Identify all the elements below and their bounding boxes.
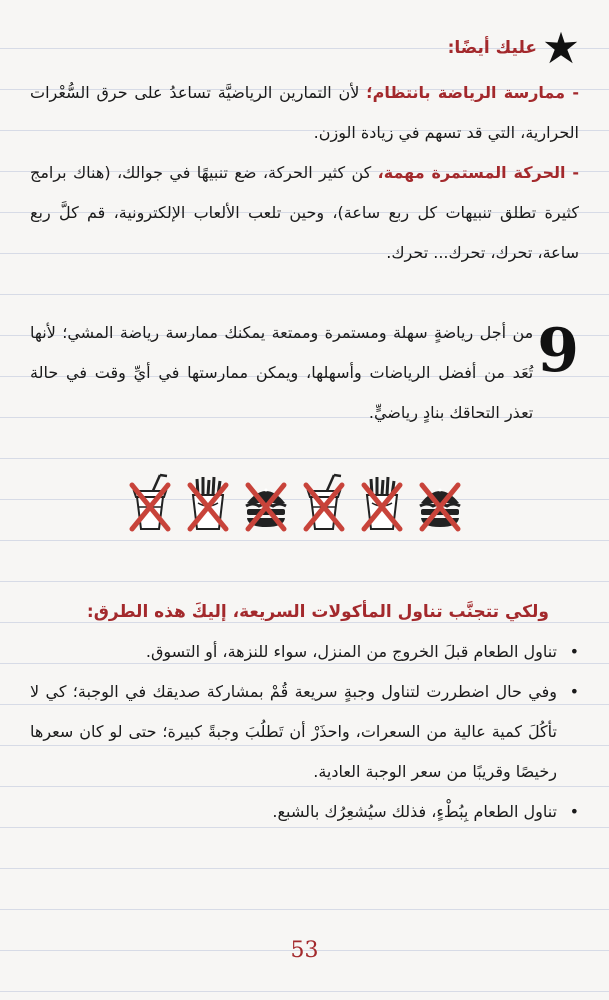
list-item: • تناول الطعام بِبُطْءٍ، فذلك سيُشعِرُك بالشبع.: [30, 792, 557, 832]
tip-exercise-body: لأن التمارين الرياضيَّة تساعدُ على حرق السُّعْرات الحرارية، التي قد تسهم في زيادة الوزن.: [30, 83, 579, 142]
fact-text: من أجل رياضةٍ سهلة ومستمرة وممتعة يمكنك ممارسة رياضة المشي؛ لأنها تُعَد من أفضل الرياضات وأسهلها، ويمكن ممارستها في أيِّ وقت في حالة تعذر التحاقك بنادٍ رياضيٍّ.: [30, 323, 534, 422]
tips-heading-text: عليك أيضًا:: [447, 38, 537, 58]
tip-exercise-lead: - ممارسة الرياضة بانتظام؛: [366, 83, 579, 102]
crossed-burger-icon: [241, 473, 291, 533]
list-item: • وفي حال اضطررت لتناول وجبةٍ سريعة قُمْ بمشاركة صديقك في الوجبة؛ كي لا تأكُلَ كمية عالية من السعرات، واحذَرْ أن تَطلُبَ وجبةً كبيرة؛ حتى لو كان سعرها رخيصًا وقريبًا من سعر الوجبة العادية.: [30, 672, 557, 792]
list-item: • تناول الطعام قبلَ الخروج من المنزل، سواء للنزهة، أو التسوق.: [30, 632, 557, 672]
fact-9: [30, 313, 579, 433]
tip-movement-body: كن كثير الحركة، ضع تنبيهًا في جوالك، (هناك برامج كثيرة تطلق تنبيهات كل ربع ساعة)، وحين تلعب الألعاب الإلكترونية، قم كلَّ ربع ساعة، تحرك، تحرك... تحرك.: [30, 163, 579, 262]
crossed-drink-icon: [299, 473, 349, 533]
star-icon: [543, 30, 579, 66]
fastfood-tips-list: [30, 632, 579, 832]
fastfood-section-title: ولكي تتجنَّب تناول المأكولات السريعة، إليكَ هذه الطرق:: [86, 602, 549, 622]
crossed-burger-icon: [415, 473, 465, 533]
fact-number: 9: [537, 316, 579, 386]
crossed-fries-icon: [183, 473, 233, 533]
tip-exercise: [30, 73, 579, 153]
tip-movement-lead: - الحركة المستمرة مهمة،: [377, 163, 579, 182]
crossed-fries-icon: [357, 473, 407, 533]
no-fastfood-icons: [125, 470, 465, 536]
page-number: 53: [290, 938, 319, 963]
crossed-drink-icon: [125, 473, 175, 533]
tips-heading: [30, 28, 579, 68]
tip-movement: [30, 153, 579, 273]
